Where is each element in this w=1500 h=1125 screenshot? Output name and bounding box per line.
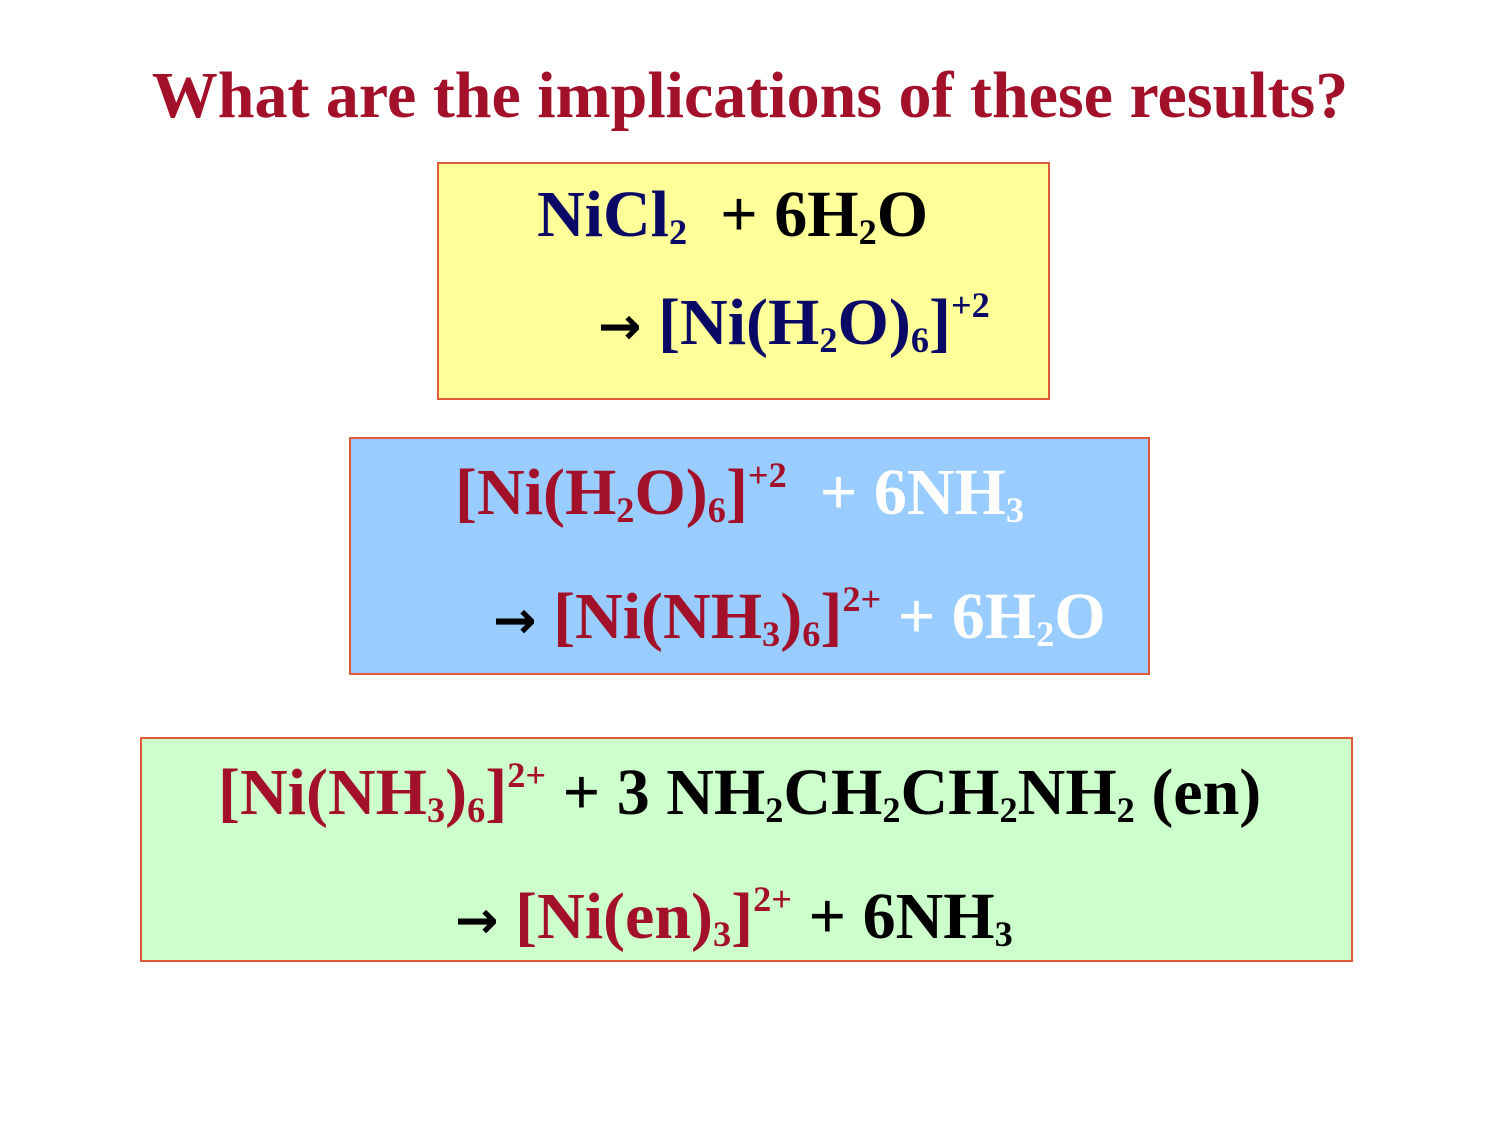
equation-2-reactants: $[Ni(H_2O)_6]^{+2} + 6NH_3$ [455, 454, 1025, 530]
equation-1-product: → $[Ni(H_2O)_6]^{+2}$ [598, 284, 990, 360]
equation-3-products: → $[Ni(en)_3]^{2+} + 6NH_3$ [455, 878, 1013, 954]
reaction-arrow-icon: → [493, 591, 537, 651]
equation-1-reactants: NiCl$_2$ + $6H_2O$ [537, 178, 929, 252]
reaction-arrow-icon: → [455, 891, 499, 951]
equation-2-products: → $[Ni(NH_3)_6]^{2+} + 6H_2O$ [493, 578, 1106, 654]
reaction-arrow-icon: → [598, 297, 642, 357]
equation-3-reactants: $[Ni(NH_3)_6]^{2+} + 3$ $NH_2CH_2CH_2NH_2$ (en) [218, 754, 1262, 830]
slide-title: What are the implications of these results? [151, 59, 1349, 132]
